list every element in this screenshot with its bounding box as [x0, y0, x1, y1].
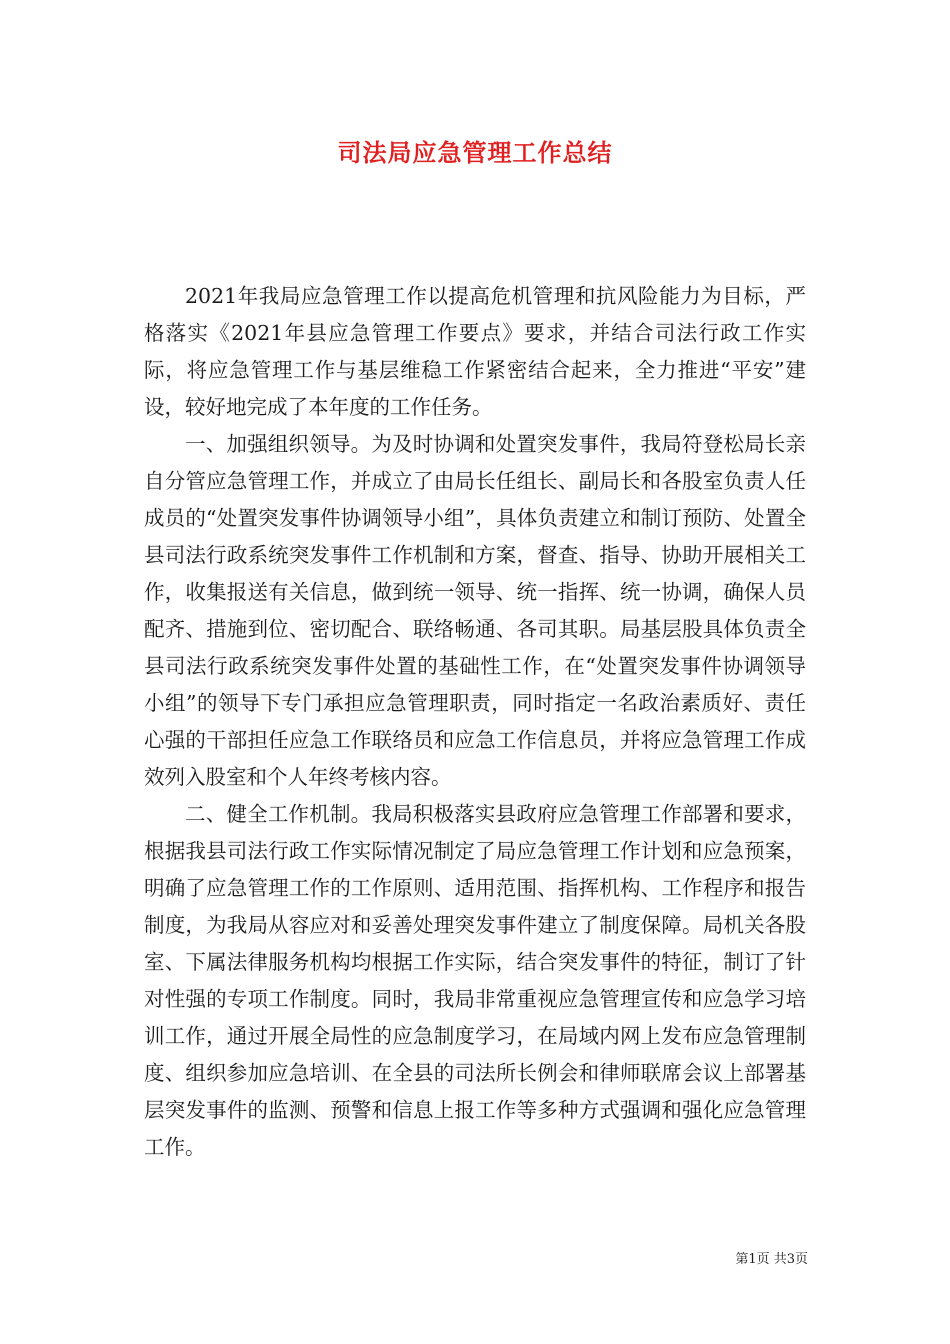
- paragraph-mechanism: 二、健全工作机制。我局积极落实县政府应急管理工作部署和要求，根据我县司法行政工作实际情况制定了局应急管理工作计划和应急预案，明确了应急管理工作的工作原则、适用范围、指挥机构、工作程序和报告制度，为我局从容应对和妥善处理突发事件建立了制度保障。局机关各股室、下属法律服务机构均根据工作实际，结合突发事件的特征，制订了针对性强的专项工作制度。同时，我局非常重视应急管理宣传和应急学习培训工作，通过开展全局性的应急制度学习，在局域内网上发布应急管理制度、组织参加应急培训、在全县的司法所长例会和律师联席会议上部署基层突发事件的监测、预警和信息上报工作等多种方式强调和强化应急管理工作。: [144, 802, 806, 1159]
- document-title: 司法局应急管理工作总结: [337, 138, 613, 167]
- document-body: [144, 278, 806, 1166]
- page-number: 第1页 共3页: [735, 1252, 808, 1267]
- paragraph-organization: 一、加强组织领导。为及时协调和处置突发事件，我局符登松局长亲自分管应急管理工作，并成立了由局长任组长、副局长和各股室负责人任成员的“处置突发事件协调领导小组”，具体负责建立和制订预防、处置全县司法行政系统突发事件工作机制和方案，督查、指导、协助开展相关工作，收集报送有关信息，做到统一领导、统一指挥、统一协调，确保人员配齐、措施到位、密切配合、联络畅通、各司其职。局基层股具体负责全县司法行政系统突发事件处置的基础性工作，在“处置突发事件协调领导小组”的领导下专门承担应急管理职责，同时指定一名政治素质好、责任心强的干部担任应急工作联络员和应急工作信息员，并将应急管理工作成效列入股室和个人年终考核内容。: [144, 432, 806, 789]
- paragraph-intro: 2021年我局应急管理工作以提高危机管理和抗风险能力为目标，严格落实《2021年县应急管理工作要点》要求，并结合司法行政工作实际，将应急管理工作与基层维稳工作紧密结合起来，全力推进“平安”建设，较好地完成了本年度的工作任务。: [144, 284, 806, 419]
